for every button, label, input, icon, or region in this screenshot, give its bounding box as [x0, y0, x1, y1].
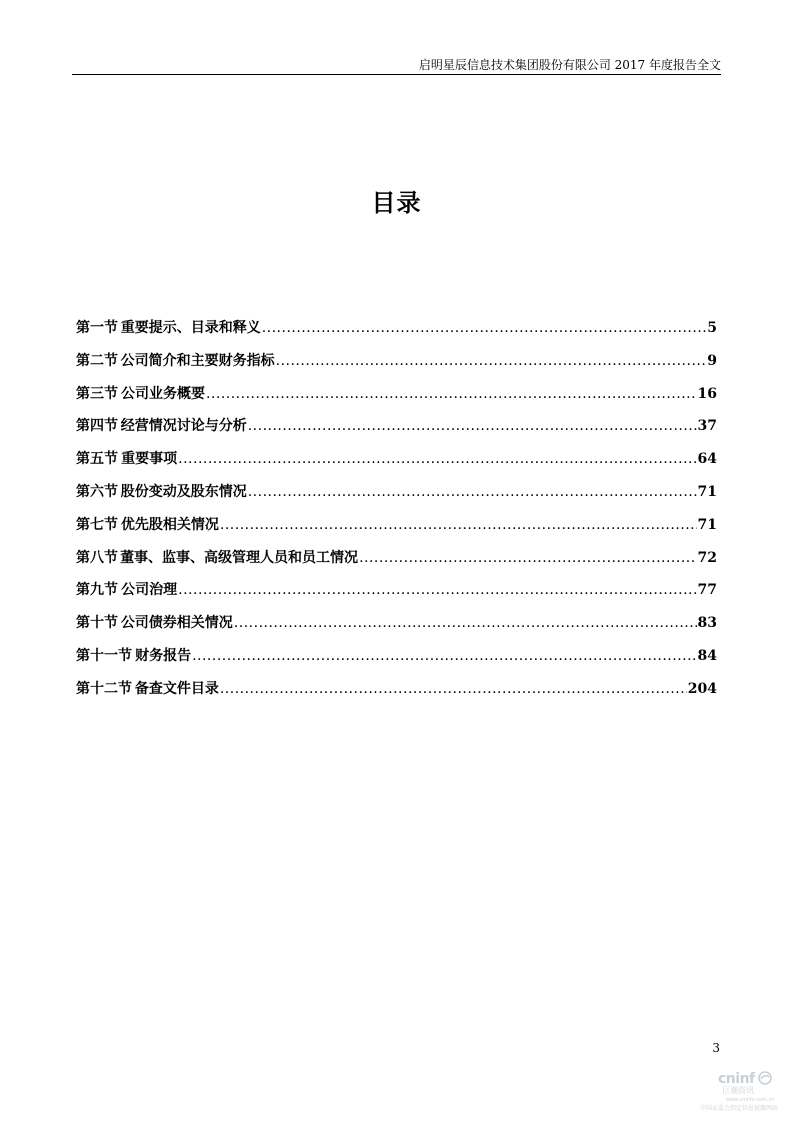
toc-leader-dots	[248, 414, 697, 438]
watermark-logo-text: cninf	[718, 1071, 755, 1087]
watermark-name: 巨潮资讯	[722, 1086, 754, 1095]
toc-heading: 备查文件目录	[134, 680, 219, 697]
toc-page-number: 71	[697, 483, 717, 500]
toc-entry[interactable]	[76, 578, 717, 611]
toc-leader-dots	[178, 447, 696, 471]
toc-leader-dots	[220, 677, 687, 701]
toc-section-number: 第十节	[76, 615, 118, 632]
toc-section-number: 第一节	[76, 320, 118, 336]
toc-heading: 股份变动及股东情况	[120, 483, 247, 500]
toc-section-number: 第十二节	[76, 680, 132, 697]
toc-page-number: 64	[697, 451, 717, 468]
toc-section-number: 第三节	[76, 385, 118, 402]
toc-entry[interactable]	[76, 480, 717, 513]
page-title: 目录	[371, 188, 422, 217]
toc-page-number: 9	[707, 352, 717, 369]
toc-entry[interactable]	[76, 414, 717, 447]
cninfo-watermark	[696, 1069, 786, 1119]
toc-entry[interactable]	[76, 513, 717, 546]
toc-entry[interactable]	[76, 447, 717, 480]
toc-section-number: 第八节	[76, 549, 118, 566]
toc-leader-dots	[178, 578, 696, 602]
toc-page-number: 77	[697, 582, 717, 599]
toc-entry[interactable]	[76, 349, 717, 382]
toc-leader-dots	[234, 611, 697, 635]
toc-entry[interactable]	[76, 316, 717, 349]
toc-leader-dots	[276, 349, 707, 373]
toc-section-number: 第五节	[76, 451, 118, 468]
toc-section-number: 第二节	[76, 352, 118, 369]
toc-section-number: 第六节	[76, 483, 118, 500]
toc-page-number: 83	[697, 615, 717, 632]
toc-leader-dots	[220, 513, 697, 537]
toc-section-number: 第十一节	[76, 647, 132, 664]
running-header: 启明星辰信息技术集团股份有限公司 2017 年度报告全文	[418, 58, 721, 72]
toc-page-number: 84	[697, 647, 717, 664]
toc-heading: 公司债券相关情况	[120, 615, 233, 632]
toc-section-number: 第四节	[76, 418, 118, 435]
toc-page-number: 37	[697, 418, 717, 435]
header-divider	[72, 74, 721, 75]
watermark-description: 中国证监会指定信息披露网站	[700, 1105, 779, 1112]
toc-leader-dots	[206, 382, 697, 406]
toc-page-number: 16	[697, 385, 717, 402]
toc-heading: 董事、监事、高级管理人员和员工情况	[120, 549, 359, 566]
toc-heading: 公司简介和主要财务指标	[120, 352, 275, 369]
toc-heading: 重要事项	[121, 451, 178, 468]
toc-heading: 优先股相关情况	[120, 516, 219, 533]
toc-leader-dots	[359, 546, 696, 570]
toc-leader-dots	[248, 480, 697, 504]
toc-page-number: 71	[697, 516, 717, 533]
toc-page-number: 72	[697, 549, 717, 566]
table-of-contents	[76, 316, 717, 710]
toc-heading: 公司治理	[121, 582, 178, 599]
watermark-url: www.cninfo.com.cn	[726, 1097, 775, 1103]
toc-heading: 重要提示、目录和释义	[120, 320, 261, 336]
toc-heading: 公司业务概要	[120, 385, 205, 402]
toc-entry[interactable]	[76, 677, 717, 710]
toc-page-number: 204	[687, 680, 717, 697]
toc-section-number: 第九节	[76, 582, 118, 599]
toc-leader-dots	[262, 316, 707, 340]
toc-page-number: 5	[707, 320, 717, 336]
toc-heading: 财务报告	[135, 647, 192, 664]
toc-entry[interactable]	[76, 382, 717, 415]
toc-leader-dots	[192, 644, 696, 668]
toc-heading: 经营情况讨论与分析	[120, 418, 247, 435]
toc-entry[interactable]	[76, 611, 717, 644]
toc-section-number: 第七节	[76, 516, 118, 533]
toc-entry[interactable]	[76, 644, 717, 677]
swirl-logo-icon	[758, 1071, 772, 1085]
toc-entry[interactable]	[76, 546, 717, 579]
page-number: 3	[712, 1041, 720, 1055]
